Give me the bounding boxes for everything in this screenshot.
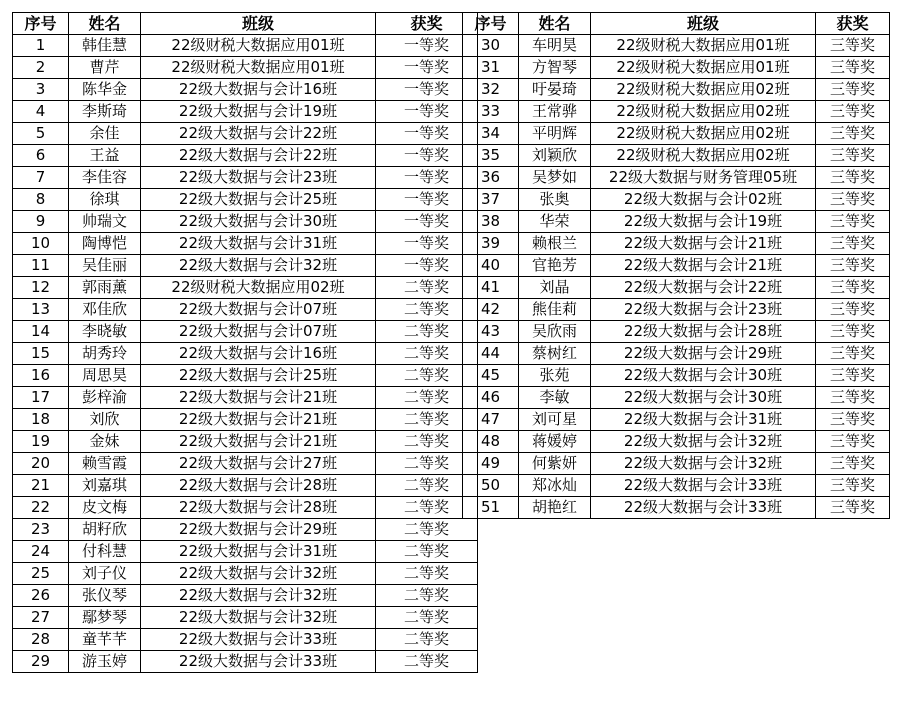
cell-class: 22级财税大数据应用02班: [591, 145, 816, 167]
cell-award: 二等奖: [376, 387, 478, 409]
table-row: [13, 475, 478, 497]
table-row: [13, 343, 478, 365]
cell-no: 35: [463, 145, 519, 167]
cell-award: 三等奖: [816, 277, 890, 299]
header-class: 班级: [591, 13, 816, 35]
cell-name: 蔡树红: [519, 343, 591, 365]
cell-class: 22级大数据与会计31班: [141, 233, 376, 255]
table-row: [13, 453, 478, 475]
table-row: [463, 497, 890, 519]
cell-name: 吴佳丽: [69, 255, 141, 277]
table-row: [463, 277, 890, 299]
cell-name: 皮文梅: [69, 497, 141, 519]
cell-no: 34: [463, 123, 519, 145]
cell-name: 华荣: [519, 211, 591, 233]
cell-award: 三等奖: [816, 409, 890, 431]
cell-class: 22级财税大数据应用01班: [591, 35, 816, 57]
cell-award: 三等奖: [816, 233, 890, 255]
cell-no: 26: [13, 585, 69, 607]
cell-award: 一等奖: [376, 167, 478, 189]
cell-no: 28: [13, 629, 69, 651]
cell-award: 三等奖: [816, 497, 890, 519]
table-row: [463, 453, 890, 475]
cell-no: 42: [463, 299, 519, 321]
table-row: [463, 431, 890, 453]
header-no: 序号: [463, 13, 519, 35]
table-row: [13, 563, 478, 585]
cell-class: 22级大数据与会计21班: [141, 387, 376, 409]
cell-award: 一等奖: [376, 145, 478, 167]
header-no: 序号: [13, 13, 69, 35]
cell-class: 22级大数据与会计30班: [141, 211, 376, 233]
cell-no: 7: [13, 167, 69, 189]
header-class: 班级: [141, 13, 376, 35]
cell-name: 周思昊: [69, 365, 141, 387]
table-row: [13, 35, 478, 57]
cell-no: 5: [13, 123, 69, 145]
cell-class: 22级大数据与会计32班: [591, 453, 816, 475]
cell-no: 33: [463, 101, 519, 123]
cell-award: 三等奖: [816, 431, 890, 453]
cell-award: 二等奖: [376, 475, 478, 497]
cell-class: 22级大数据与会计19班: [591, 211, 816, 233]
table-row: [463, 167, 890, 189]
cell-class: 22级财税大数据应用02班: [141, 277, 376, 299]
cell-no: 21: [13, 475, 69, 497]
cell-name: 刘晶: [519, 277, 591, 299]
cell-class: 22级大数据与会计33班: [591, 497, 816, 519]
table-row: [463, 57, 890, 79]
cell-no: 41: [463, 277, 519, 299]
header-name: 姓名: [519, 13, 591, 35]
cell-name: 李敏: [519, 387, 591, 409]
cell-class: 22级大数据与会计32班: [141, 563, 376, 585]
cell-class: 22级大数据与会计02班: [591, 189, 816, 211]
cell-award: 一等奖: [376, 35, 478, 57]
cell-no: 9: [13, 211, 69, 233]
cell-class: 22级财税大数据应用02班: [591, 79, 816, 101]
cell-award: 一等奖: [376, 211, 478, 233]
cell-name: 邓佳欣: [69, 299, 141, 321]
table-row: [463, 365, 890, 387]
cell-no: 40: [463, 255, 519, 277]
cell-name: 曹芹: [69, 57, 141, 79]
table-row: [13, 519, 478, 541]
cell-award: 一等奖: [376, 233, 478, 255]
cell-no: 29: [13, 651, 69, 673]
cell-no: 50: [463, 475, 519, 497]
cell-no: 20: [13, 453, 69, 475]
cell-no: 47: [463, 409, 519, 431]
cell-award: 三等奖: [816, 299, 890, 321]
cell-name: 王益: [69, 145, 141, 167]
cell-award: 三等奖: [816, 321, 890, 343]
table-row: [463, 321, 890, 343]
cell-class: 22级大数据与会计33班: [141, 651, 376, 673]
cell-award: 二等奖: [376, 497, 478, 519]
cell-name: 刘嘉琪: [69, 475, 141, 497]
cell-name: 鄢梦琴: [69, 607, 141, 629]
table-row: [13, 255, 478, 277]
cell-award: 二等奖: [376, 541, 478, 563]
cell-award: 三等奖: [816, 365, 890, 387]
cell-name: 平明辉: [519, 123, 591, 145]
table-row: [13, 541, 478, 563]
header-award: 获奖: [816, 13, 890, 35]
cell-class: 22级大数据与会计32班: [591, 431, 816, 453]
cell-name: 胡秀玲: [69, 343, 141, 365]
cell-no: 15: [13, 343, 69, 365]
cell-name: 付科慧: [69, 541, 141, 563]
cell-no: 37: [463, 189, 519, 211]
table-row: [463, 475, 890, 497]
cell-award: 一等奖: [376, 255, 478, 277]
cell-no: 44: [463, 343, 519, 365]
cell-no: 19: [13, 431, 69, 453]
cell-no: 24: [13, 541, 69, 563]
cell-name: 吴梦如: [519, 167, 591, 189]
cell-award: 三等奖: [816, 387, 890, 409]
table-body-right: [463, 35, 890, 519]
cell-name: 刘颖欣: [519, 145, 591, 167]
cell-name: 蒋媛婷: [519, 431, 591, 453]
table-row: [13, 57, 478, 79]
cell-class: 22级大数据与会计23班: [591, 299, 816, 321]
cell-name: 陶博恺: [69, 233, 141, 255]
cell-name: 李晓敏: [69, 321, 141, 343]
cell-award: 二等奖: [376, 607, 478, 629]
cell-class: 22级大数据与会计28班: [141, 475, 376, 497]
cell-name: 赖根兰: [519, 233, 591, 255]
cell-no: 10: [13, 233, 69, 255]
cell-no: 2: [13, 57, 69, 79]
cell-name: 郑冰灿: [519, 475, 591, 497]
award-table-left: [12, 12, 478, 673]
cell-award: 三等奖: [816, 211, 890, 233]
table-row: [13, 607, 478, 629]
cell-class: 22级大数据与会计28班: [591, 321, 816, 343]
cell-name: 何紫妍: [519, 453, 591, 475]
cell-no: 12: [13, 277, 69, 299]
cell-class: 22级大数据与会计07班: [141, 299, 376, 321]
award-table-right: [462, 12, 890, 519]
cell-award: 三等奖: [816, 123, 890, 145]
table-row: [13, 277, 478, 299]
cell-name: 陈华金: [69, 79, 141, 101]
cell-no: 8: [13, 189, 69, 211]
cell-no: 51: [463, 497, 519, 519]
cell-no: 17: [13, 387, 69, 409]
table-row: [13, 585, 478, 607]
table-row: [13, 233, 478, 255]
cell-class: 22级大数据与会计32班: [141, 585, 376, 607]
cell-award: 一等奖: [376, 101, 478, 123]
cell-award: 二等奖: [376, 365, 478, 387]
cell-no: 18: [13, 409, 69, 431]
cell-class: 22级大数据与会计31班: [141, 541, 376, 563]
cell-name: 赖雪霞: [69, 453, 141, 475]
table-row: [463, 233, 890, 255]
cell-class: 22级大数据与会计21班: [591, 255, 816, 277]
table-row: [463, 255, 890, 277]
table-row: [463, 211, 890, 233]
cell-class: 22级大数据与会计22班: [141, 145, 376, 167]
cell-class: 22级大数据与会计33班: [141, 629, 376, 651]
cell-no: 36: [463, 167, 519, 189]
cell-name: 刘欣: [69, 409, 141, 431]
cell-no: 48: [463, 431, 519, 453]
cell-class: 22级大数据与会计31班: [591, 409, 816, 431]
cell-class: 22级大数据与会计29班: [591, 343, 816, 365]
cell-award: 二等奖: [376, 343, 478, 365]
table-row: [13, 629, 478, 651]
table-row: [463, 299, 890, 321]
cell-award: 三等奖: [816, 255, 890, 277]
table-row: [463, 343, 890, 365]
cell-name: 李佳容: [69, 167, 141, 189]
cell-award: 二等奖: [376, 629, 478, 651]
cell-no: 46: [463, 387, 519, 409]
cell-class: 22级大数据与财务管理05班: [591, 167, 816, 189]
table-row: [463, 409, 890, 431]
cell-class: 22级大数据与会计25班: [141, 189, 376, 211]
cell-no: 45: [463, 365, 519, 387]
cell-class: 22级大数据与会计32班: [141, 255, 376, 277]
cell-class: 22级财税大数据应用02班: [591, 101, 816, 123]
cell-name: 车明昊: [519, 35, 591, 57]
header-row: [13, 13, 478, 35]
cell-class: 22级大数据与会计29班: [141, 519, 376, 541]
cell-class: 22级大数据与会计16班: [141, 79, 376, 101]
table-body-left: [13, 35, 478, 673]
cell-name: 官艳芳: [519, 255, 591, 277]
cell-name: 张仪琴: [69, 585, 141, 607]
cell-award: 三等奖: [816, 57, 890, 79]
cell-award: 三等奖: [816, 475, 890, 497]
cell-name: 郭雨薰: [69, 277, 141, 299]
cell-award: 二等奖: [376, 431, 478, 453]
cell-name: 张苑: [519, 365, 591, 387]
table-row: [13, 299, 478, 321]
cell-no: 3: [13, 79, 69, 101]
cell-award: 三等奖: [816, 79, 890, 101]
cell-award: 二等奖: [376, 585, 478, 607]
cell-name: 王常骅: [519, 101, 591, 123]
cell-no: 38: [463, 211, 519, 233]
table-row: [13, 387, 478, 409]
table-row: [13, 101, 478, 123]
cell-class: 22级大数据与会计22班: [141, 123, 376, 145]
table-row: [463, 387, 890, 409]
cell-award: 三等奖: [816, 145, 890, 167]
table-row: [463, 145, 890, 167]
cell-name: 童芊芊: [69, 629, 141, 651]
cell-award: 二等奖: [376, 453, 478, 475]
cell-name: 游玉婷: [69, 651, 141, 673]
table-row: [13, 365, 478, 387]
cell-award: 一等奖: [376, 57, 478, 79]
cell-class: 22级大数据与会计21班: [141, 409, 376, 431]
table-row: [13, 321, 478, 343]
header-name: 姓名: [69, 13, 141, 35]
table-row: [463, 35, 890, 57]
cell-class: 22级大数据与会计25班: [141, 365, 376, 387]
cell-no: 30: [463, 35, 519, 57]
cell-name: 韩佳慧: [69, 35, 141, 57]
cell-class: 22级大数据与会计21班: [591, 233, 816, 255]
cell-award: 二等奖: [376, 321, 478, 343]
table-row: [463, 79, 890, 101]
cell-name: 帅瑞文: [69, 211, 141, 233]
cell-no: 43: [463, 321, 519, 343]
table-row: [13, 409, 478, 431]
table-row: [13, 211, 478, 233]
table-row: [13, 431, 478, 453]
table-row: [13, 497, 478, 519]
cell-no: 16: [13, 365, 69, 387]
cell-name: 徐琪: [69, 189, 141, 211]
cell-name: 余佳: [69, 123, 141, 145]
cell-class: 22级财税大数据应用01班: [141, 35, 376, 57]
cell-class: 22级财税大数据应用01班: [141, 57, 376, 79]
table-row: [13, 145, 478, 167]
cell-class: 22级大数据与会计30班: [591, 365, 816, 387]
table-row: [463, 101, 890, 123]
table-row: [13, 123, 478, 145]
cell-no: 31: [463, 57, 519, 79]
cell-no: 4: [13, 101, 69, 123]
cell-name: 熊佳莉: [519, 299, 591, 321]
cell-no: 23: [13, 519, 69, 541]
cell-award: 二等奖: [376, 277, 478, 299]
cell-class: 22级大数据与会计21班: [141, 431, 376, 453]
cell-name: 刘子仪: [69, 563, 141, 585]
header-row: [463, 13, 890, 35]
cell-award: 二等奖: [376, 563, 478, 585]
cell-no: 27: [13, 607, 69, 629]
cell-class: 22级大数据与会计16班: [141, 343, 376, 365]
header-award: 获奖: [376, 13, 478, 35]
cell-award: 二等奖: [376, 409, 478, 431]
cell-name: 方智琴: [519, 57, 591, 79]
cell-award: 三等奖: [816, 189, 890, 211]
cell-name: 胡籽欣: [69, 519, 141, 541]
cell-name: 金妹: [69, 431, 141, 453]
cell-name: 吴欣雨: [519, 321, 591, 343]
cell-class: 22级大数据与会计19班: [141, 101, 376, 123]
table-row: [463, 189, 890, 211]
table-row: [13, 167, 478, 189]
cell-award: 三等奖: [816, 453, 890, 475]
cell-class: 22级财税大数据应用01班: [591, 57, 816, 79]
cell-award: 一等奖: [376, 79, 478, 101]
table-row: [13, 651, 478, 673]
cell-class: 22级大数据与会计30班: [591, 387, 816, 409]
cell-no: 39: [463, 233, 519, 255]
cell-class: 22级大数据与会计07班: [141, 321, 376, 343]
cell-award: 三等奖: [816, 343, 890, 365]
cell-award: 三等奖: [816, 35, 890, 57]
cell-name: 胡艳红: [519, 497, 591, 519]
cell-name: 彭梓渝: [69, 387, 141, 409]
cell-name: 张奥: [519, 189, 591, 211]
cell-class: 22级大数据与会计28班: [141, 497, 376, 519]
cell-class: 22级大数据与会计23班: [141, 167, 376, 189]
cell-name: 刘可星: [519, 409, 591, 431]
cell-no: 25: [13, 563, 69, 585]
cell-name: 吁晏琦: [519, 79, 591, 101]
table-row: [13, 79, 478, 101]
cell-no: 11: [13, 255, 69, 277]
cell-class: 22级财税大数据应用02班: [591, 123, 816, 145]
cell-name: 李斯琦: [69, 101, 141, 123]
cell-award: 三等奖: [816, 101, 890, 123]
cell-award: 二等奖: [376, 519, 478, 541]
cell-class: 22级大数据与会计32班: [141, 607, 376, 629]
cell-class: 22级大数据与会计27班: [141, 453, 376, 475]
table-row: [463, 123, 890, 145]
cell-class: 22级大数据与会计33班: [591, 475, 816, 497]
cell-no: 1: [13, 35, 69, 57]
cell-award: 二等奖: [376, 299, 478, 321]
cell-award: 一等奖: [376, 123, 478, 145]
cell-no: 49: [463, 453, 519, 475]
cell-award: 二等奖: [376, 651, 478, 673]
cell-award: 三等奖: [816, 167, 890, 189]
cell-class: 22级大数据与会计22班: [591, 277, 816, 299]
cell-award: 一等奖: [376, 189, 478, 211]
cell-no: 13: [13, 299, 69, 321]
cell-no: 32: [463, 79, 519, 101]
table-row: [13, 189, 478, 211]
cell-no: 14: [13, 321, 69, 343]
cell-no: 6: [13, 145, 69, 167]
cell-no: 22: [13, 497, 69, 519]
